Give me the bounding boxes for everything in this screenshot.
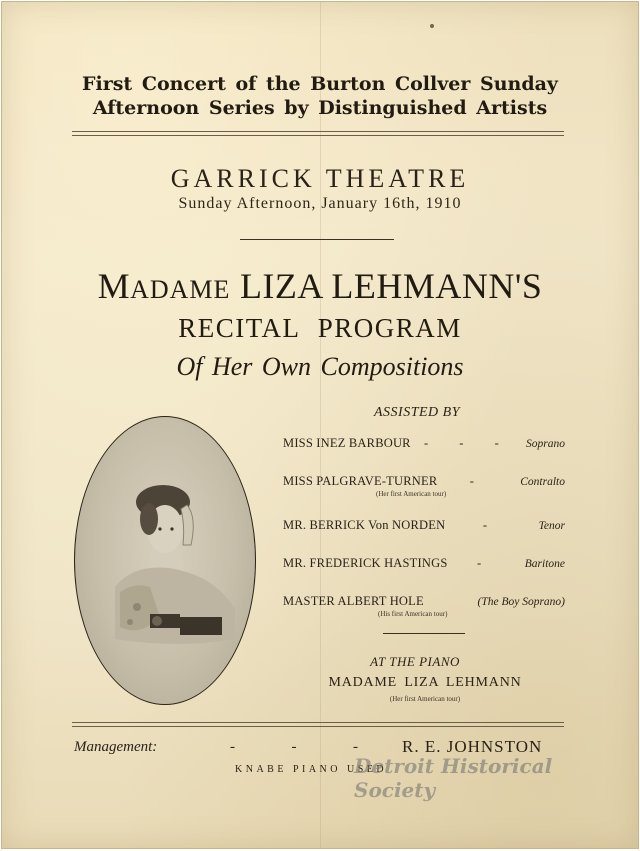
performer-entry xyxy=(283,474,565,498)
top-double-rule xyxy=(72,131,564,136)
headline-name: LIZA LEHMANN'S xyxy=(239,266,543,306)
performer-dashes: - - - xyxy=(424,436,513,450)
piano-credit: KNABE PIANO USED xyxy=(235,764,388,775)
performer-name: MISS PALGRAVE-TURNER xyxy=(283,474,438,488)
performer-dashes: - xyxy=(469,474,488,488)
performer-entry xyxy=(283,594,565,618)
performer-voice: (The Boy Soprano) xyxy=(477,596,565,608)
dash: - xyxy=(230,739,235,755)
performer-name: MASTER ALBERT HOLE xyxy=(283,594,424,608)
management-label: Management: xyxy=(74,739,158,755)
paper-spot xyxy=(430,24,434,28)
performer-note: (His first American tour) xyxy=(378,610,448,618)
performer-dashes: - xyxy=(477,556,496,570)
piano-label: AT THE PIANO xyxy=(370,654,460,669)
performer-entry xyxy=(283,556,565,571)
performer-dashes: - xyxy=(482,518,502,532)
performer-name: MISS INEZ BARBOUR xyxy=(283,436,411,450)
program-tagline: Of Her Own Compositions xyxy=(176,352,464,381)
series-title-line-2: Afternoon Series by Distinguished Artists xyxy=(92,97,548,119)
event-date: Sunday Afternoon, January 16th, 1910 xyxy=(178,195,462,212)
performer-voice: Soprano xyxy=(526,438,565,450)
headline-prefix: MADAME xyxy=(97,266,231,306)
performer-voice: Baritone xyxy=(524,558,565,570)
piano-performer: MADAME LIZA LEHMANN xyxy=(328,675,522,690)
dash: - xyxy=(291,739,297,755)
series-title xyxy=(2,72,638,120)
performer-voice: Contralto xyxy=(520,476,565,488)
performer-voice: Tenor xyxy=(538,520,565,532)
program-subhead: RECITAL PROGRAM xyxy=(178,313,462,343)
performer-entry xyxy=(283,436,565,451)
venue-title: GARRICK THEATRE xyxy=(170,164,470,193)
assisted-by-label: ASSISTED BY xyxy=(374,405,460,420)
program-page xyxy=(1,1,639,849)
piano-note: (Her first American tour) xyxy=(389,695,461,703)
performer-note: (Her first American tour) xyxy=(376,490,447,498)
headline xyxy=(2,265,638,307)
management-dashes xyxy=(230,739,358,756)
divider-rule xyxy=(383,633,465,634)
management-name: R. E. JOHNSTON xyxy=(402,737,543,756)
dash: - xyxy=(353,739,358,755)
watermark: Detroit Historical Society xyxy=(354,754,553,802)
divider-rule xyxy=(240,239,394,240)
performer-name: MR. BERRICK Von NORDEN xyxy=(283,518,446,532)
bottom-double-rule xyxy=(72,722,564,727)
performer-name: MR. FREDERICK HASTINGS xyxy=(283,556,448,570)
performer-entry xyxy=(283,518,565,533)
series-title-line-1: First Concert of the Burton Collver Sunday xyxy=(82,73,558,95)
